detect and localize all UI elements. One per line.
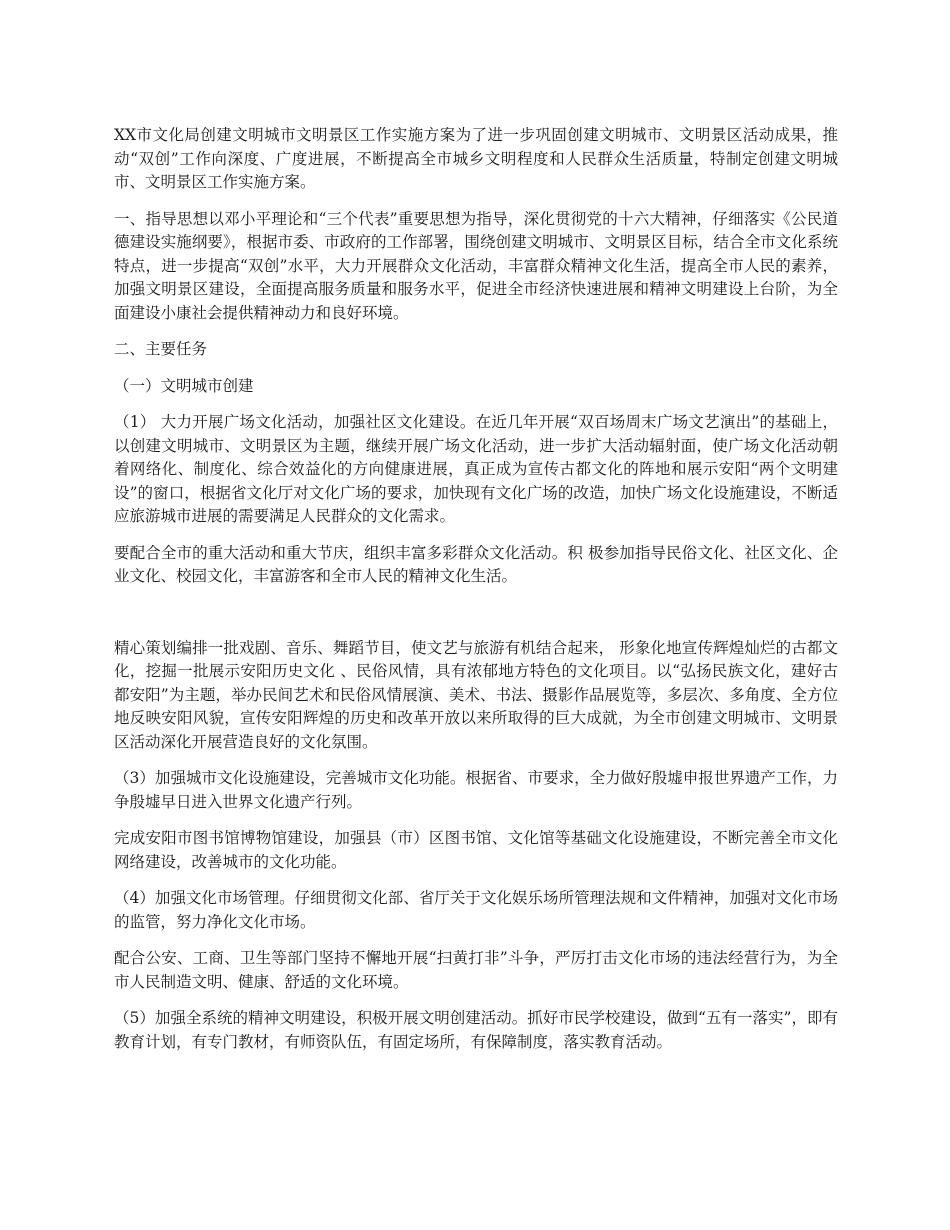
anti-piracy-paragraph: 配合公安、工商、卫生等部门坚持不懈地开展“扫黄打非”斗争，严厉打击文化市场的违法经营行为，为全市人民制造文明、健康、舒适的文化环境。	[114, 949, 838, 991]
library-museum-paragraph: 完成安阳市图书馆博物馆建设，加强县（市）区图书馆、文化馆等基础文化设施建设，不断完善全市文化网络建设，改善城市的文化功能。	[114, 829, 838, 871]
task-3-paragraph: （3）加强城市文化设施建设，完善城市文化功能。根据省、市要求，全力做好殷墟申报世界遗产工作，力争殷墟早日进入世界文化遗产行列。	[114, 769, 838, 811]
task-1-paragraph: （1） 大力开展广场文化活动，加强社区文化建设。在近几年开展“双百场周末广场文艺演出”的基础上，以创建文明城市、文明景区为主题，继续开展广场文化活动，进一步扩大活动辐射面，使广场文化活动朝着网络化、制度化、综合效益化的方向健康进展，真正成为宣传古都文化的阵地和展示安阳“两个文明建设”的窗口，根据省文化厅对文化广场的要求，加快现有文化广场的改造，加快广场文化设施建设，不断适应旅游城市进展的需要满足人民群众的文化需求。	[114, 413, 838, 525]
subsection-heading-civilized-city: （一）文明城市创建	[114, 376, 254, 395]
blank-spacer	[114, 602, 838, 637]
performance-planning-paragraph: 精心策划编排一批戏剧、音乐、舞蹈节目，使文艺与旅游有机结合起来， 形象化地宣传辉煌灿烂的古都文化，挖掘一批展示安阳历史文化 、民俗风情，具有浓郁地方特色的文化项目。以“弘扬民族文化，建好古都安阳”为主题，举办民间艺术和民俗风情展演、美术、书法、摄影作品展览等，多层次、多角度、全方位地反映安阳风貌，宣传安阳辉煌的历史和改革开放以来所取得的巨大成就，为全市创建文明城市、文明景区活动深化开展营造良好的文化氛围。	[114, 638, 838, 751]
intro-paragraph: XX市文化局创建文明城市文明景区工作实施方案为了进一步巩固创建文明城市、文明景区活动成果，推动“双创”工作向深度、广度进展，不断提高全市城乡文明程度和人民群众生活质量，特制定创建文明城市、文明景区工作实施方案。	[114, 126, 838, 191]
task-4-paragraph: （4）加强文化市场管理。仔细贯彻文化部、省厅关于文化娱乐场所管理法规和文件精神，加强对文化市场的监管，努力净化文化市场。	[114, 889, 838, 931]
task-5-paragraph: （5）加强全系统的精神文明建设，积极开展文明创建活动。抓好市民学校建设，做到“五有一落实”，即有教育计划，有专门教材，有师资队伍，有固定场所，有保障制度，落实教育活动。	[114, 1009, 838, 1051]
guiding-ideology-paragraph: 一、指导思想以邓小平理论和“三个代表”重要思想为指导，深化贯彻党的十六大精神，仔细落实《公民道德建设实施纲要》，根据市委、市政府的工作部署，围绕创建文明城市、文明景区目标，结合全市文化系统特点，进一步提高“双创”水平，大力开展群众文化活动，丰富群众精神文化生活，提高全市人民的素养，加强文明景区建设，全面提高服务质量和服务水平，促进全市经济快速进展和精神文明建设上台阶，为全面建设小康社会提供精神动力和良好环境。	[114, 209, 838, 322]
document-body	[114, 124, 838, 1067]
major-events-paragraph: 要配合全市的重大活动和重大节庆，组织丰富多彩群众文化活动。积 极参加指导民俗文化、社区文化、企业文化、校园文化，丰富游客和全市人民的精神文化生活。	[114, 543, 838, 585]
section-heading-main-tasks: 二、主要任务	[114, 340, 208, 358]
